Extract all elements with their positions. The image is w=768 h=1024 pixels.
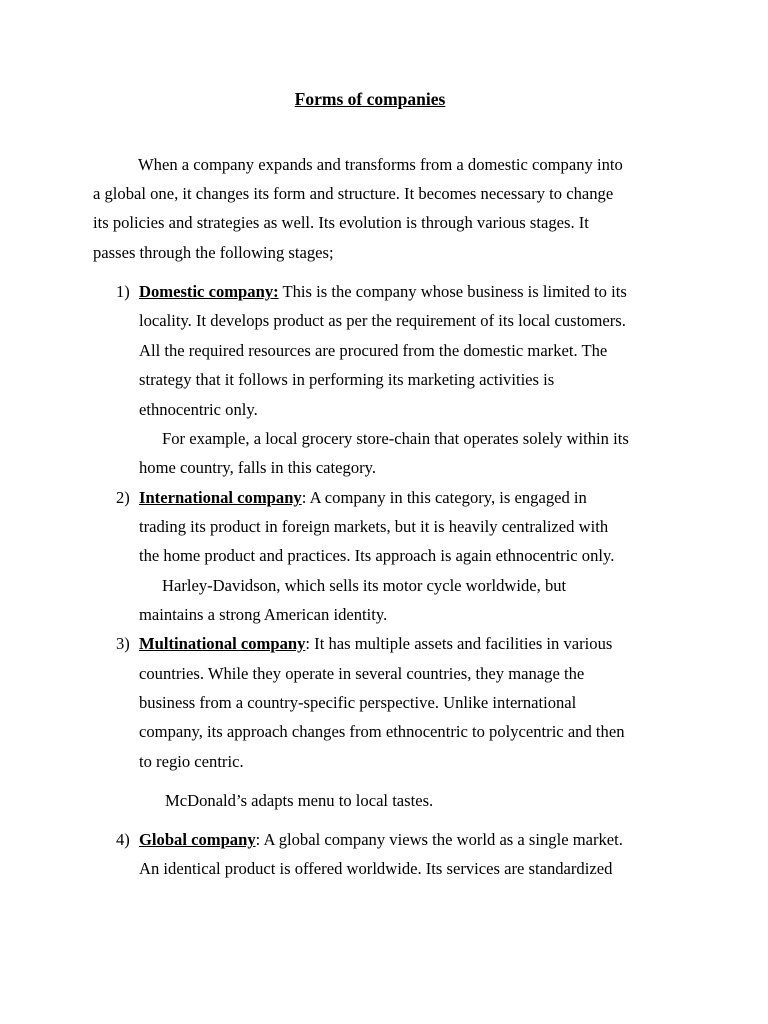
intro-line: passes through the following stages; — [93, 243, 334, 262]
list-item-first-line — [139, 488, 587, 508]
intro-line: a global one, it changes its form and structure. It becomes necessary to change — [93, 184, 614, 203]
term-heading: Global company — [139, 830, 256, 849]
list-item-line: company, its approach changes from ethnocentric to polycentric and then — [139, 722, 625, 741]
list-number: 1) — [116, 282, 130, 301]
term-heading: Multinational company — [139, 634, 306, 653]
list-item-first-line — [139, 282, 627, 302]
example-line: For example, a local grocery store-chain that operates solely within its — [162, 429, 629, 448]
document-title: Forms of companies — [294, 89, 446, 109]
list-number: 3) — [116, 634, 130, 653]
list-item-first-line — [139, 634, 612, 654]
list-number: 2) — [116, 488, 130, 507]
example-line: maintains a strong American identity. — [139, 605, 388, 624]
list-item-line: to regio centric. — [139, 752, 244, 771]
intro-line: its policies and strategies as well. Its evolution is through various stages. It — [93, 213, 589, 232]
list-item-text: This is the company whose business is limited to its — [278, 282, 627, 301]
list-item-line: strategy that it follows in performing its marketing activities is — [139, 370, 555, 389]
list-item-line: countries. While they operate in several countries, they manage the — [139, 664, 585, 683]
list-item-line: ethnocentric only. — [139, 400, 258, 419]
list-number: 4) — [116, 830, 130, 849]
example-line: Harley-Davidson, which sells its motor cycle worldwide, but — [162, 576, 567, 595]
list-item-text: : A global company views the world as a single market. — [255, 830, 623, 849]
intro-line: When a company expands and transforms from a domestic company into — [138, 155, 623, 174]
term-heading: Domestic company: — [139, 282, 279, 301]
list-item-line: locality. It develops product as per the requirement of its local customers. — [139, 311, 626, 330]
term-heading: International company — [139, 488, 302, 507]
list-item-line: All the required resources are procured from the domestic market. The — [139, 341, 608, 360]
list-item-first-line — [139, 830, 623, 850]
list-item-line: trading its product in foreign markets, but it is heavily centralized with — [139, 517, 609, 536]
list-item-text: : A company in this category, is engaged in — [301, 488, 587, 507]
list-item-line: the home product and practices. Its approach is again ethnocentric only. — [139, 546, 615, 565]
example-line: home country, falls in this category. — [139, 458, 377, 477]
example-line: McDonald’s adapts menu to local tastes. — [165, 791, 434, 810]
list-item-text: : It has multiple assets and facilities in various — [305, 634, 613, 653]
list-item-line: business from a country-specific perspective. Unlike international — [139, 693, 577, 712]
list-item-line: An identical product is offered worldwide. Its services are standardized — [139, 859, 613, 878]
